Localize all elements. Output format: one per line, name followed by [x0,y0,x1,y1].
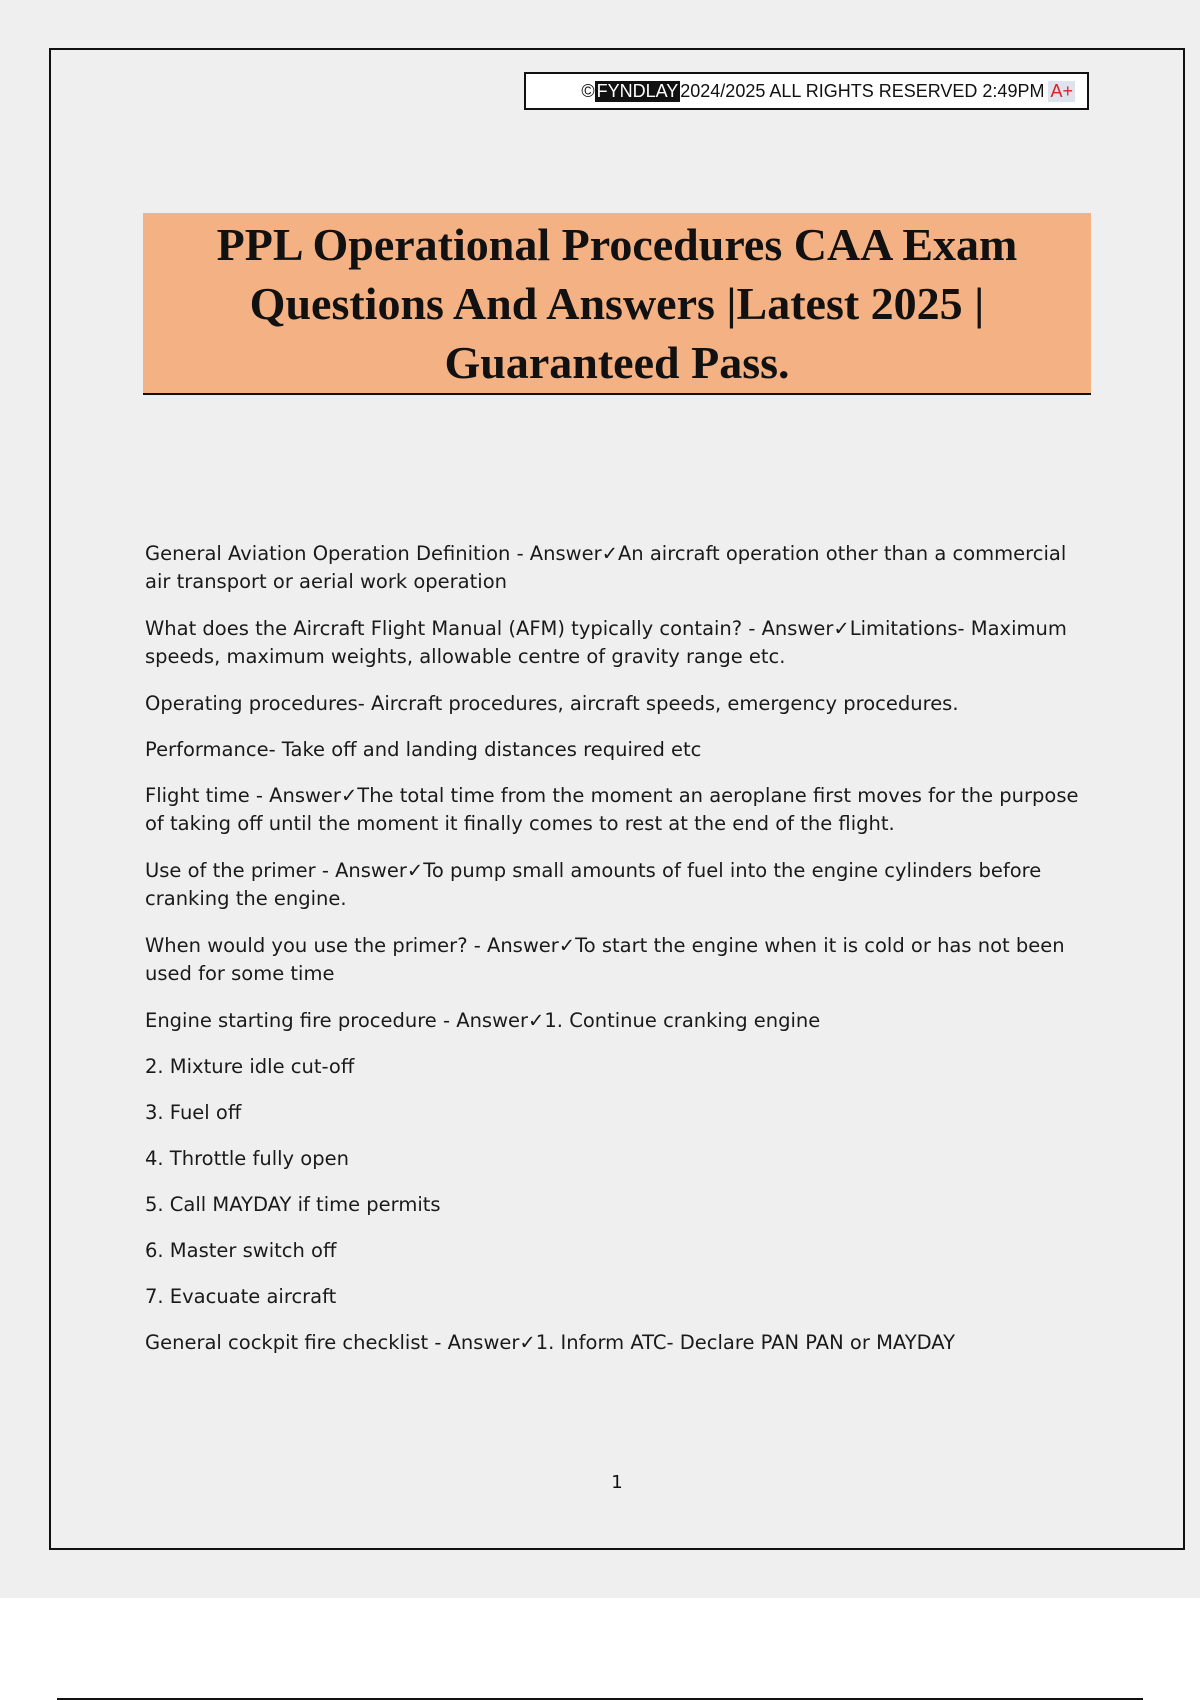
qa-paragraph: General cockpit fire checklist - Answer✓1. Inform ATC- Declare PAN PAN or MAYDAY [145,1331,956,1354]
list-item: 7. Evacuate aircraft [145,1285,337,1308]
document-title: PPL Operational Procedures CAA Exam Questions And Answers |Latest 2025 | Guaranteed Pass. [216,218,1018,388]
rights-text: 2024/2025 ALL RIGHTS RESERVED 2:49PM [680,80,1045,101]
list-item: 6. Master switch off [145,1239,337,1262]
list-item: 2. Mixture idle cut-off [145,1055,355,1078]
document-body [145,540,1090,1375]
qa-paragraph: Use of the primer - Answer✓To pump small amounts of fuel into the engine cylinders before cranking the engine. [145,859,1042,910]
qa-paragraph: Engine starting fire procedure - Answer✓1. Continue cranking engine [145,1009,821,1032]
list-item: 5. Call MAYDAY if time permits [145,1193,441,1216]
qa-paragraph: Operating procedures- Aircraft procedures, aircraft speeds, emergency procedures. [145,692,959,715]
title-banner [143,213,1091,395]
qa-paragraph: When would you use the primer? - Answer✓To start the engine when it is cold or has not been used for some time [145,934,1065,985]
qa-paragraph: General Aviation Operation Definition - Answer✓An aircraft operation other than a commercial air transport or aerial work operation [145,542,1067,593]
list-item: 3. Fuel off [145,1101,242,1124]
list-item: 4. Throttle fully open [145,1147,349,1170]
qa-paragraph: What does the Aircraft Flight Manual (AFM) typically contain? - Answer✓Limitations- Maximum speeds, maximum weights, allowable centre of gravity range etc. [145,617,1067,668]
page-number: 1 [611,1472,623,1493]
copyright-symbol: © [581,80,595,101]
qa-paragraph: Flight time - Answer✓The total time from the moment an aeroplane first moves for the purpose of taking off until the moment it finally comes to rest at the end of the flight. [145,784,1079,835]
qa-paragraph: Performance- Take off and landing distances required etc [145,738,702,761]
grade-badge: A+ [1050,80,1073,101]
copyright-header [524,72,1089,110]
brand-name: FYNDLAY [596,80,679,101]
